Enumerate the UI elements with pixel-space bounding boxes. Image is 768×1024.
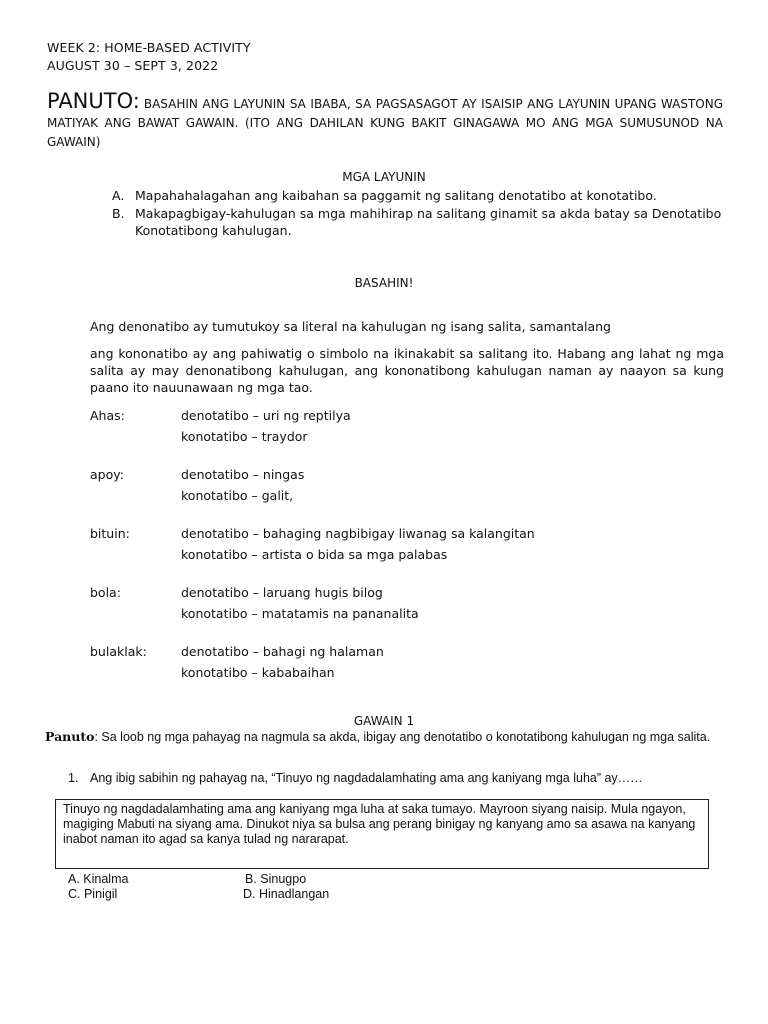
term-denotatibo: denotatibo – bahaging nagbibigay liwanag sa kalangitan xyxy=(181,526,535,541)
layunin-letter: B. xyxy=(112,206,125,221)
term-denotatibo: denotatibo – ningas xyxy=(181,467,305,482)
panuto-text: BASAHIN ANG LAYUNIN SA IBABA, SA PAGSASAGOT AY ISAISIP ANG LAYUNIN UPANG WASTONG MATIYAK ANG BAWAT GAWAIN. (ITO ANG DAHILAN KUNG BAKIT GINAGAWA MO ANG MGA SUMUSUNOD NA GAWAIN) xyxy=(47,97,723,149)
layunin-text: Mapahahalagahan ang kaibahan sa paggamit ng salitang denotatibo at konotatibo. xyxy=(135,188,657,203)
choice-d[interactable]: D. Hinadlangan xyxy=(243,887,330,901)
gawain-panuto-label: Panuto xyxy=(45,729,95,744)
panuto-label: PANUTO: xyxy=(47,89,140,113)
term-denotatibo: denotatibo – bahagi ng halaman xyxy=(181,644,384,659)
basahin-paragraph-1: Ang denonatibo ay tumutukoy sa literal na kahulugan ng isang salita, samantalang xyxy=(90,319,611,334)
term-konotatibo: konotatibo – traydor xyxy=(181,429,308,444)
term-word: apoy: xyxy=(90,467,124,482)
choice-b[interactable]: B. Sinugpo xyxy=(245,872,307,886)
question-number: 1. xyxy=(68,771,79,785)
choice-c[interactable]: C. Pinigil xyxy=(68,887,118,901)
panuto-instructions xyxy=(47,89,723,152)
term-word: bulaklak: xyxy=(90,644,147,659)
gawain-heading: GAWAIN 1 xyxy=(353,714,415,728)
layunin-letter: A. xyxy=(112,188,125,203)
layunin-text: Makapagbigay-kahulugan sa mga mahihirap na salitang ginamit sa akda batay sa Denotatibo Konotatibong kahulugan. xyxy=(135,206,722,238)
layunin-item xyxy=(112,188,724,205)
question-item xyxy=(68,771,728,785)
term-denotatibo: denotatibo – laruang hugis bilog xyxy=(181,585,383,600)
layunin-item xyxy=(112,206,724,239)
date-range: AUGUST 30 – SEPT 3, 2022 xyxy=(47,58,219,73)
week-label: WEEK 2: HOME-BASED ACTIVITY xyxy=(47,40,251,55)
passage-box: Tinuyo ng nagdadalamhating ama ang kaniyang mga luha at saka tumayo. Mayroon siyang naisip. Mula ngayon, magiging Mabuti na siyang ama. Dinukot niya sa bulsa ang perang binigay ng kanyang amo sa asawa na kanyang inabot naman ito agad sa kanya tulad ng nararapat. xyxy=(55,799,709,869)
gawain-panuto-text: : Sa loob ng mga pahayag na nagmula sa akda, ibigay ang denotatibo o konotatibong kahulugan ng mga salita. xyxy=(94,730,711,744)
basahin-heading: BASAHIN! xyxy=(354,276,414,290)
layunin-heading: MGA LAYUNIN xyxy=(342,170,426,184)
term-konotatibo: konotatibo – kababaihan xyxy=(181,665,335,680)
question-text: Ang ibig sabihin ng pahayag na, “Tinuyo ng nagdadalamhating ama ang kaniyang mga luha” ay…… xyxy=(90,771,643,785)
choice-a[interactable]: A. Kinalma xyxy=(68,872,129,886)
term-konotatibo: konotatibo – matatamis na pananalita xyxy=(181,606,419,621)
term-konotatibo: konotatibo – artista o bida sa mga palabas xyxy=(181,547,448,562)
term-denotatibo: denotatibo – uri ng reptilya xyxy=(181,408,351,423)
gawain-instructions xyxy=(45,729,725,745)
term-word: bola: xyxy=(90,585,121,600)
term-word: Ahas: xyxy=(90,408,125,423)
term-word: bituin: xyxy=(90,526,130,541)
term-konotatibo: konotatibo – galit, xyxy=(181,488,294,503)
basahin-paragraph-2: ang kononatibo ay ang pahiwatig o simbolo na ikinakabit sa salitang ito. Habang ang lahat ng mga salita ay may denonatibong kahulugan, ang kononatibong kahulugan naman ay naayon sa kung paano ito nauunawaan ng mga tao. xyxy=(90,346,724,395)
